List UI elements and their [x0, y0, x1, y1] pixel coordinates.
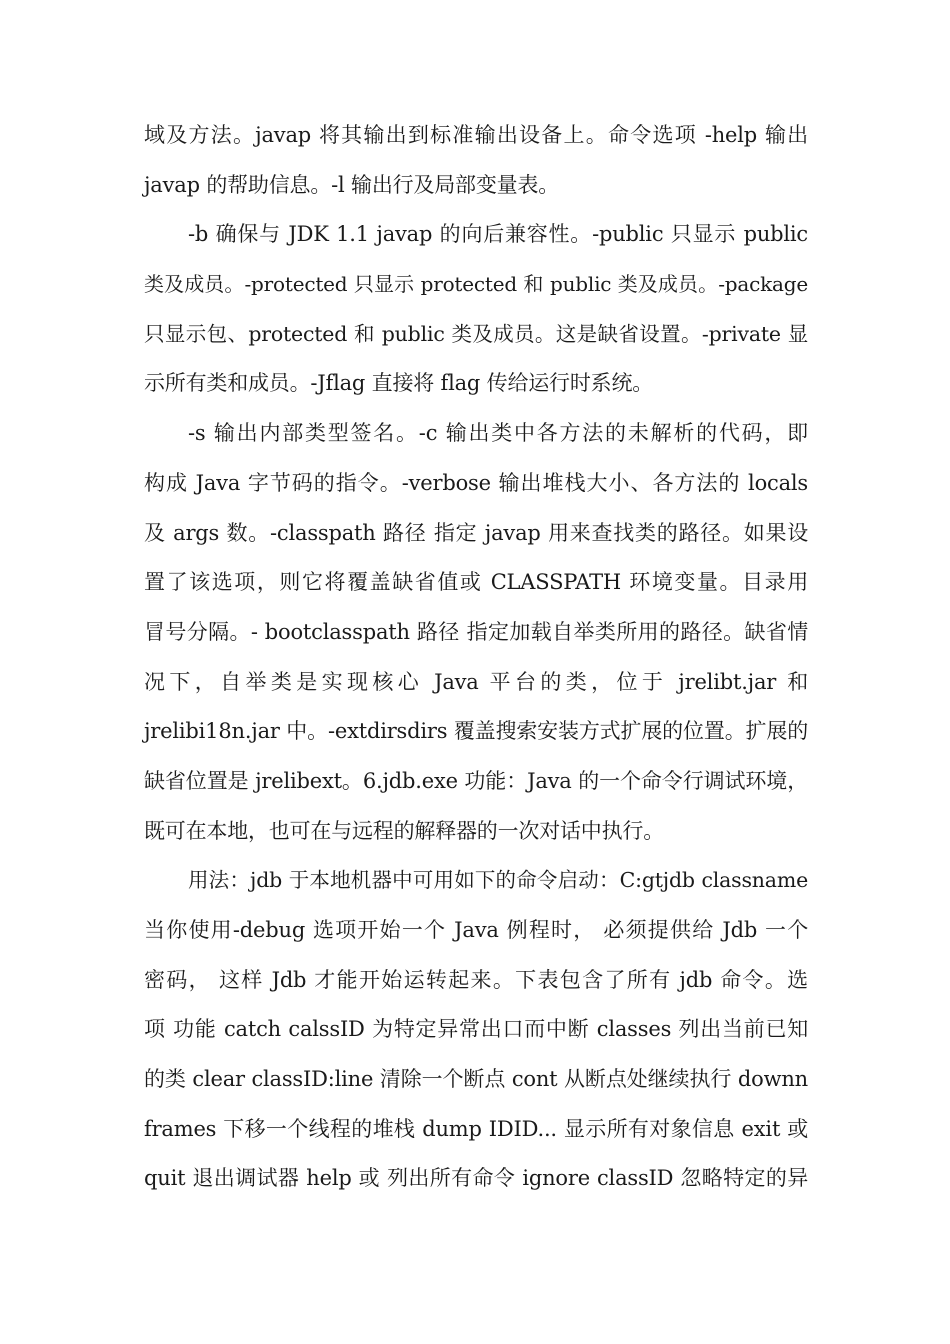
text-line: jrelibi18n.jar 中。-extdirsdirs 覆盖搜索安装方式扩展的位置。扩展的: [144, 719, 808, 744]
text-line: -s 输出内部类型签名。-c 输出类中各方法的未解析的代码，即: [188, 421, 808, 446]
text-line: 域及方法。javap 将其输出到标准输出设备上。命令选项 -help 输出: [144, 123, 808, 147]
text-line: 类及成员。-protected 只显示 protected 和 public 类及成员。-package: [144, 272, 808, 297]
text-line: 构成 Java 字节码的指令。-verbose 输出堆栈大小、各方法的 locals: [144, 470, 808, 495]
text-line: 及 args 数。-classpath 路径 指定 javap 用来查找类的路径。如果设: [144, 520, 808, 545]
text-line: -b 确保与 JDK 1.1 javap 的向后兼容性。-public 只显示 public: [188, 222, 808, 247]
text-line: 当你使用-debug 选项开始一个 Java 例程时， 必须提供给 Jdb 一个: [144, 918, 808, 942]
text-line: 置了该选项，则它将覆盖缺省值或 CLASSPATH 环境变量。目录用: [144, 570, 808, 595]
text-line: 示所有类和成员。-Jflag 直接将 flag 传给运行时系统。: [144, 371, 654, 396]
text-line: 既可在本地，也可在与远程的解释器的一次对话中执行。: [144, 818, 664, 843]
document-body: [144, 113, 808, 1206]
text-line: 况下，自举类是实现核心 Java 平台的类，位于 jrelibt.jar 和: [144, 669, 808, 694]
text-line: quit 退出调试器 help 或 列出所有命令 ignore classID 忽略特定的异: [144, 1166, 808, 1191]
text-line: javap 的帮助信息。-l 输出行及局部变量表。: [144, 172, 560, 197]
text-line: frames 下移一个线程的堆栈 dump IDID... 显示所有对象信息 exit 或: [144, 1116, 808, 1141]
text-line: 缺省位置是 jrelibext。6.jdb.exe 功能：Java 的一个命令行调试环境，: [144, 768, 808, 793]
text-line: 只显示包、protected 和 public 类及成员。这是缺省设置。-private 显: [144, 321, 808, 346]
text-line: 的类 clear classID:line 清除一个断点 cont 从断点处继续执行 downn: [144, 1067, 808, 1092]
text-line: 密码， 这样 Jdb 才能开始运转起来。下表包含了所有 jdb 命令。选: [144, 967, 808, 992]
text-line: 冒号分隔。- bootclasspath 路径 指定加载自举类所用的路径。缺省情: [144, 619, 808, 644]
text-line: 用法：jdb 于本地机器中可用如下的命令启动：C:gtjdb classname: [188, 868, 808, 893]
text-line: 项 功能 catch calssID 为特定异常出口而中断 classes 列出当前已知: [144, 1017, 808, 1042]
